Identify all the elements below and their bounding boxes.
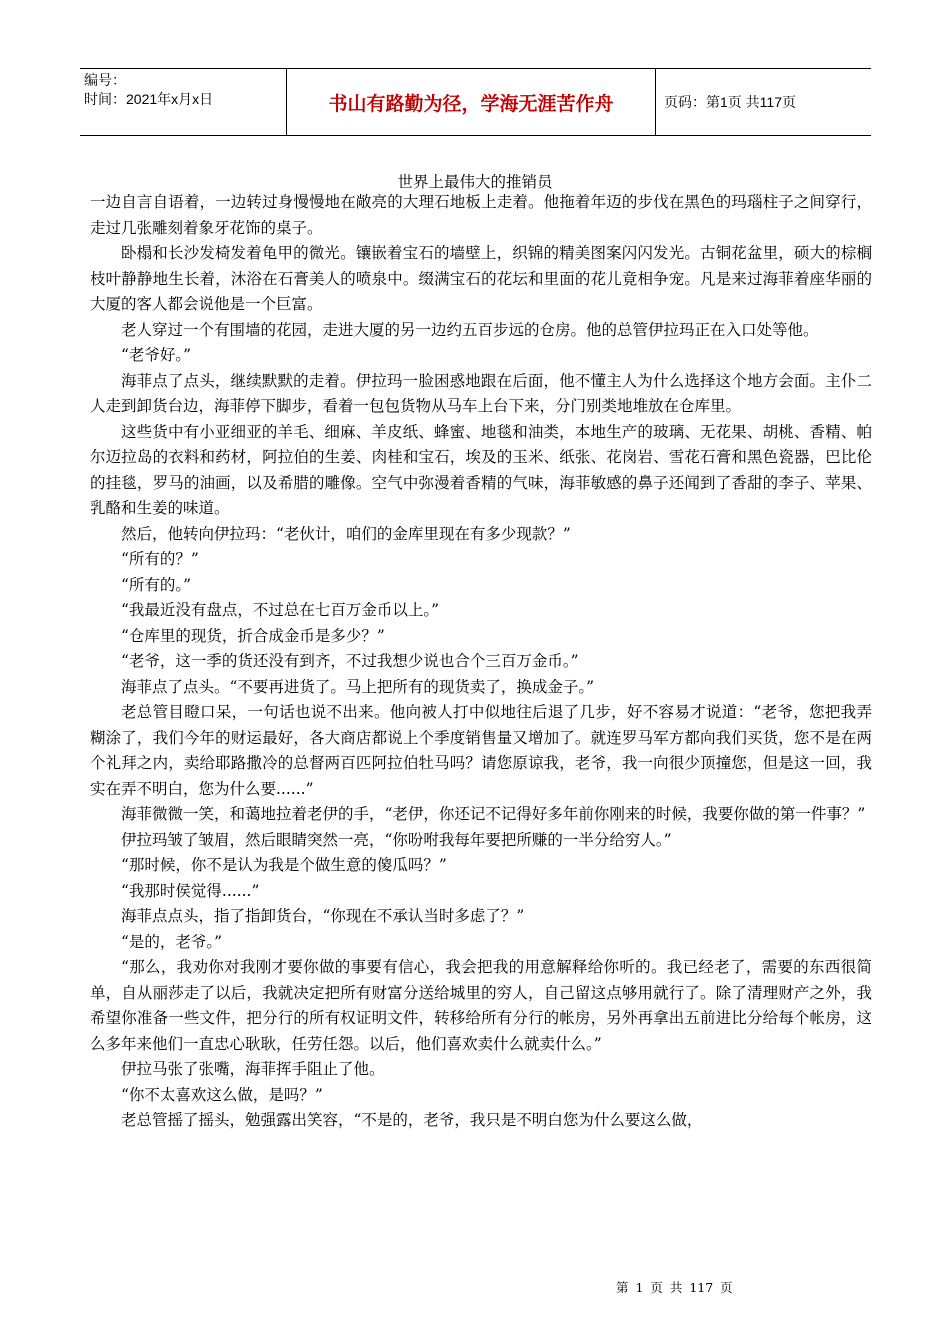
- page-info: 页码：第1页 共117页: [664, 94, 796, 110]
- article-body: [90, 190, 872, 1134]
- paragraph: 然后，他转向伊拉玛：“老伙计，咱们的金库里现在有多少现款？”: [121, 524, 571, 543]
- paragraph: “老爷，这一季的货还没有到齐，不过我想少说也合个三百万金币。”: [121, 652, 579, 670]
- paragraph: “所有的？”: [121, 550, 199, 568]
- paragraph: “那么，我劝你对我刚才要你做的事要有信心，我会把我的用意解释给你听的。我已经老了，需要的东西很简单，自从丽莎走了以后，我就决定把所有财富分送给城里的穷人，自己留这点够用就行了。除了清理财产之外，我希望你准备一些文件，把分行的所有权证明文件，转移给所有分行的帐房，另外再拿出五前进比分给每个帐房，这么多年来他们一直忠心耿耿，任劳任怨。以后，他们喜欢卖什么就卖什么。”: [90, 958, 872, 1053]
- paragraph: 伊拉马张了张嘴，海菲挥手阻止了他。: [121, 1060, 385, 1078]
- paragraph: 伊拉玛皱了皱眉，然后眼睛突然一亮，“你吩咐我每年要把所赚的一半分给穷人。”: [121, 830, 672, 849]
- paragraph: 卧榻和长沙发椅发着龟甲的微光。镶嵌着宝石的墙壁上，织锦的精美图案闪闪发光。古铜花盆里，硕大的棕榈枝叶静静地生长着，沐浴在石膏美人的喷泉中。缀满宝石的花坛和里面的花儿竟相争宠。凡是来过海菲着座华丽的大厦的客人都会说他是一个巨富。: [90, 244, 872, 313]
- paragraph: 一边自言自语着，一边转过身慢慢地在敞亮的大理石地板上走着。他拖着年迈的步伐在黑色的玛瑙柱子之间穿行，走过几张雕刻着象牙花饰的桌子。: [90, 193, 872, 237]
- paragraph: 老总管摇了摇头，勉强露出笑容，“不是的，老爷，我只是不明白您为什么要这么做，: [121, 1111, 703, 1129]
- paragraph: 海菲点了点头，继续默默的走着。伊拉玛一脸困惑地跟在后面，他不懂主人为什么选择这个地方会面。主仆二人走到卸货台边，海菲停下脚步，看着一包包货物从马车上台下来，分门别类地堆放在仓库里。: [90, 371, 872, 415]
- paragraph: “所有的。”: [121, 575, 192, 594]
- paragraph: 老总管目瞪口呆，一句话也说不出来。他向被人打中似地往后退了几步，好不容易才说道：“老爷，您把我弄糊涂了，我们今年的财运最好，各大商店都说上个季度销售量又增加了。就连罗马军方都向我们买货，您不是在两个礼拜之内，卖给耶路撒冷的总督两百匹阿拉伯牡马吗？请您原谅我，老爷，我一向很少顶撞您，但是这一回，我实在弄不明白，您为什么要......”: [90, 703, 872, 798]
- header-table: [80, 68, 871, 136]
- time-label: 时间：2021年x月x日: [84, 91, 214, 107]
- paragraph: 老人穿过一个有围墙的花园，走进大厦的另一边约五百步远的仓房。他的总管伊拉玛正在入口处等他。: [121, 320, 819, 339]
- paragraph: “那时候，你不是认为我是个做生意的傻瓜吗？”: [121, 856, 447, 874]
- paragraph: “我那时侯觉得......”: [121, 881, 260, 900]
- paragraph: “是的，老爷。”: [121, 932, 223, 951]
- paragraph: 海菲微微一笑，和蔼地拉着老伊的手，“老伊，你还记不记得好多年前你刚来的时候，我要你做的第一件事？”: [121, 805, 866, 823]
- header-page-cell: [656, 69, 871, 135]
- paragraph: “仓库里的现货，折合成金币是多少？”: [121, 626, 385, 645]
- header-motto-cell: [286, 69, 656, 135]
- page-footer: 第 1 页 共 117 页: [616, 1280, 733, 1295]
- paragraph: 海菲点了点头。“不要再进货了。马上把所有的现货卖了，换成金子。”: [121, 677, 595, 696]
- paragraph: “你不太喜欢这么做，是吗？”: [121, 1085, 323, 1104]
- header-meta: [80, 69, 286, 135]
- motto-text: 书山有路勤为径，学海无涯苦作舟: [328, 92, 614, 115]
- number-label: 编号：: [84, 72, 126, 88]
- paragraph: “我最近没有盘点，不过总在七百万金币以上。”: [121, 601, 440, 619]
- article-title: 世界上最伟大的推销员: [397, 173, 553, 191]
- paragraph: “老爷好。”: [121, 346, 192, 364]
- paragraph: 这些货中有小亚细亚的羊毛、细麻、羊皮纸、蜂蜜、地毯和油类，本地生产的玻璃、无花果、胡桃、香精、帕尔迈拉岛的衣料和药材，阿拉伯的生姜、肉桂和宝石，埃及的玉米、纸张、花岗岩、雪花石膏和黑色瓷器，巴比伦的挂毯，罗马的油画，以及希腊的雕像。空气中弥漫着香精的气味，海菲敏感的鼻子还闻到了香甜的李子、苹果、乳酪和生姜的味道。: [90, 422, 872, 517]
- paragraph: 海菲点点头，指了指卸货台，“你现在不承认当时多虑了？”: [121, 907, 525, 925]
